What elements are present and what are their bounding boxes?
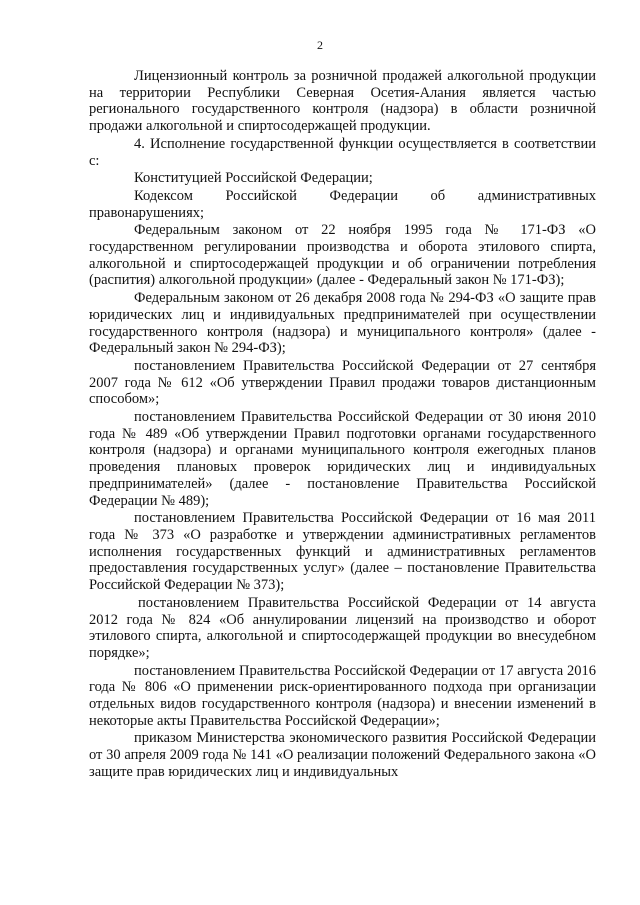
paragraph-decree-373: постановлением Правительства Российской Федерации от 16 мая 2011 года № 373 «О разработке и утверждении административных регламентов исполнения государственных функций и административных регламентов предоставления государственных услуг» (далее – постановление Правительства Российской Федерации № 373); [89, 510, 596, 594]
paragraph-decree-824: постановлением Правительства Российской Федерации от 14 августа 2012 года № 824 «Об аннулировании лицензий на производство и оборот этилового спирта, алкогольной и спиртосодержащей продукции во внесудебном порядке»; [89, 594, 596, 661]
paragraph-admin-code: Кодексом Российской Федерации об административных правонарушениях; [89, 187, 596, 221]
document-body [89, 68, 596, 782]
paragraph-decree-806: постановлением Правительства Российской Федерации от 17 августа 2016 года № 806 «О применении риск-ориентированного подхода при организации отдельных видов государственного контроля (надзора) и внесении изменений в некоторые акты Правительства Российской Федерации»; [89, 662, 596, 729]
paragraph-constitution: Конституцией Российской Федерации; [134, 170, 373, 187]
paragraph-license-control: Лицензионный контроль за розничной продажей алкогольной продукции на территории Республики Северная Осетия-Алания является частью регионального государственного контроля (надзора) в области розничной продажи алкогольной и спиртосодержащей продукции. [89, 68, 596, 135]
paragraph-law-294: Федеральным законом от 26 декабря 2008 года № 294-ФЗ «О защите прав юридических лиц и индивидуальных предпринимателей при осуществлении государственного контроля (надзора) и муниципального контроля» (далее - Федеральный закон № 294-ФЗ); [89, 290, 596, 357]
paragraph-item-4: 4. Исполнение государственной функции осуществляется в соответствии с: [89, 135, 596, 169]
paragraph-law-171: Федеральным законом от 22 ноября 1995 года № 171-ФЗ «О государственном регулировании производства и оборота этилового спирта, алкогольной и спиртосодержащей продукции и об ограничении потребления (распития) алкогольной продукции» (далее - Федеральный закон № 171-ФЗ); [89, 222, 596, 289]
paragraph-order-141: приказом Министерства экономического развития Российской Федерации от 30 апреля 2009 года № 141 «О реализации положений Федерального закона «О защите прав юридических лиц и индивидуальных [89, 730, 596, 780]
paragraph-decree-612: постановлением Правительства Российской Федерации от 27 сентября 2007 года № 612 «Об утверждении Правил продажи товаров дистанционным способом»; [89, 357, 596, 408]
page-number: 2 [317, 38, 323, 52]
paragraph-decree-489: постановлением Правительства Российской Федерации от 30 июня 2010 года № 489 «Об утверждении Правил подготовки органами государственного контроля (надзора) и органами муниципального контроля ежегодных планов проведения плановых проверок юридических лиц и индивидуальных предпринимателей» (далее - постановление Правительства Российской Федерации № 489); [89, 409, 596, 509]
